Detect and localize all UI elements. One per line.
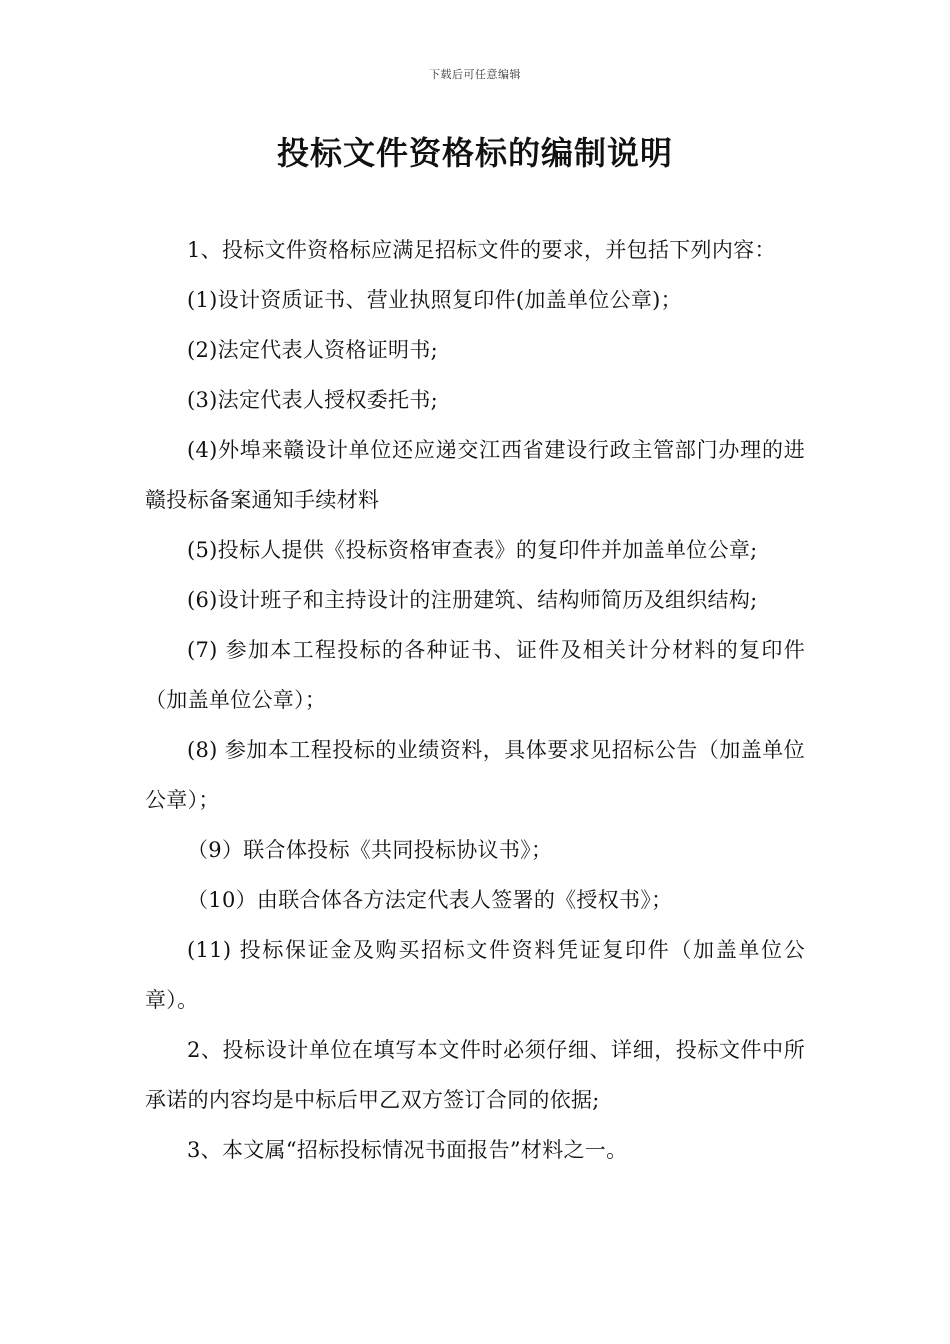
paragraph-item-9: （9）联合体投标《共同投标协议书》； — [187, 838, 553, 862]
paragraph-item-7: (7) 参加本工程投标的各种证书、证件及相关计分材料的复印件（加盖单位公章）； — [145, 638, 805, 712]
paragraph-item-1: (1)设计资质证书、营业执照复印件(加盖单位公章)； — [187, 288, 682, 312]
paragraph-item-3: (3)法定代表人授权委托书; — [187, 388, 439, 412]
paragraph-item-4: (4)外埠来赣设计单位还应递交江西省建设行政主管部门办理的进赣投标备案通知手续材料 — [145, 438, 805, 512]
paragraph-item-6: (6)设计班子和主持设计的注册建筑、结构师简历及组织结构; — [187, 588, 758, 612]
paragraph-item-5: (5)投标人提供《投标资格审查表》的复印件并加盖单位公章; — [187, 538, 758, 562]
header-note: 下载后可任意编辑 — [429, 68, 521, 81]
document-title: 投标文件资格标的编制说明 — [276, 134, 673, 172]
document-body — [145, 225, 805, 1175]
paragraph-section-3: 3、本文属“招标投标情况书面报告”材料之一。 — [187, 1138, 628, 1162]
paragraph-item-2: (2)法定代表人资格证明书; — [187, 338, 439, 362]
paragraph-item-11: (11) 投标保证金及购买招标文件资料凭证复印件（加盖单位公章）。 — [145, 938, 805, 1012]
paragraph-requirements-intro: 1、投标文件资格标应满足招标文件的要求，并包括下列内容： — [187, 238, 776, 262]
paragraph-item-8: (8) 参加本工程投标的业绩资料，具体要求见招标公告（加盖单位公章）； — [145, 738, 805, 812]
paragraph-item-10: （10）由联合体各方法定代表人签署的《授权书》； — [187, 888, 673, 912]
paragraph-section-2: 2、投标设计单位在填写本文件时必须仔细、详细，投标文件中所承诺的内容均是中标后甲乙双方签订合同的依据; — [145, 1038, 805, 1112]
